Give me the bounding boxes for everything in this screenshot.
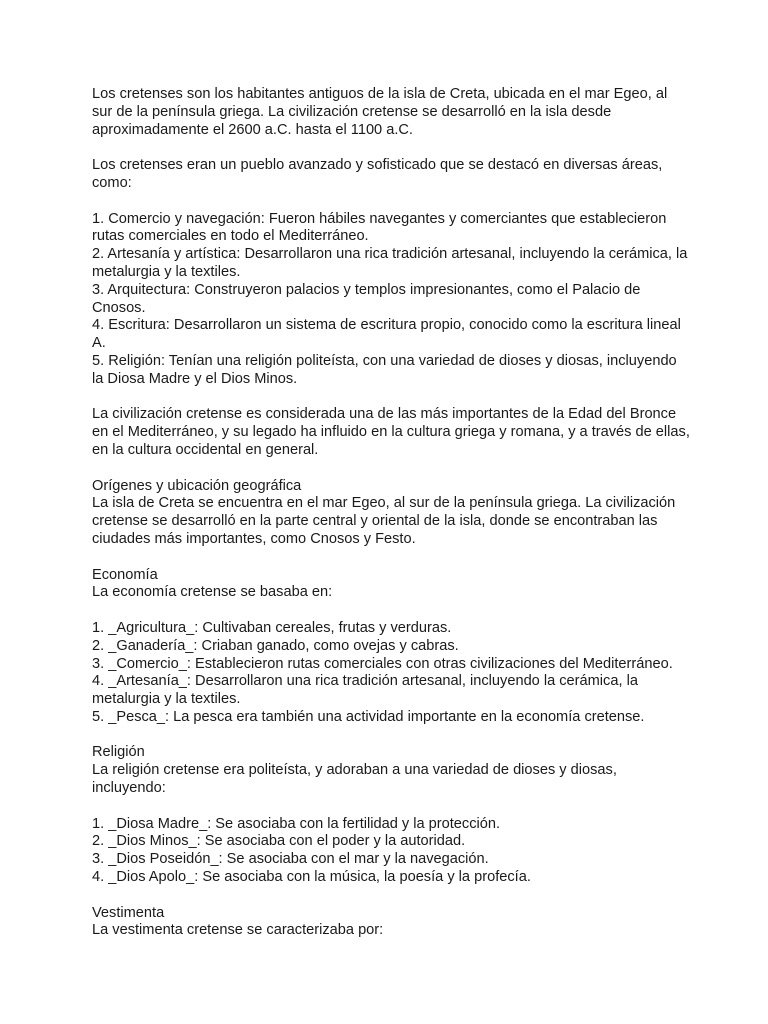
section-heading: Religión <box>92 744 145 761</box>
economy-section <box>92 567 692 727</box>
paragraph-line: en el Mediterráneo, y su legado ha influido en la cultura griega y romana, y a través de ellas, <box>92 424 690 441</box>
intro-paragraph <box>92 86 692 139</box>
paragraph-gap <box>92 549 692 567</box>
list-item-line: 5. Religión: Tenían una religión politeísta, con una variedad de dioses y diosas, incluyendo <box>92 352 677 369</box>
paragraph-line: incluyendo: <box>92 780 166 797</box>
paragraph-line: La isla de Creta se encuentra en el mar Egeo, al sur de la península griega. La civilización <box>92 495 676 512</box>
document-page <box>92 86 692 940</box>
paragraph-line: Los cretenses son los habitantes antiguos de la isla de Creta, ubicada en el mar Egeo, al <box>92 86 668 102</box>
paragraph-gap <box>92 602 692 620</box>
list-item-line: 1. _Diosa Madre_: Se asociaba con la fertilidad y la protección. <box>92 815 501 832</box>
list-item-line: 4. Escritura: Desarrollaron un sistema de escritura propio, conocido como la escritura lineal <box>92 317 681 334</box>
list-item-line: Cnosos. <box>92 299 146 316</box>
list-item-line: metalurgia y la textiles. <box>92 691 241 708</box>
paragraph-gap <box>92 139 692 157</box>
religion-section <box>92 744 692 886</box>
areas-list <box>92 211 692 389</box>
section-heading: Vestimenta <box>92 904 165 921</box>
list-item-line: 3. Arquitectura: Construyeron palacios y templos impresionantes, como el Palacio de <box>92 281 641 298</box>
list-item-line: 3. _Comercio_: Establecieron rutas comerciales con otras civilizaciones del Mediterráneo. <box>92 655 673 672</box>
list-item-line: 2. _Dios Minos_: Se asociaba con el poder y la autoridad. <box>92 833 466 850</box>
paragraph-line: La civilización cretense es considerada una de las más importantes de la Edad del Bronce <box>92 406 677 423</box>
list-item-line: 4. _Artesanía_: Desarrollaron una rica tradición artesanal, incluyendo la cerámica, la <box>92 673 638 690</box>
list-item-line: 5. _Pesca_: La pesca era también una actividad importante en la economía cretense. <box>92 708 645 725</box>
paragraph-line: Los cretenses eran un pueblo avanzado y sofisticado que se destacó en diversas áreas, <box>92 157 663 174</box>
paragraph-gap <box>92 389 692 407</box>
advanced-paragraph <box>92 157 692 193</box>
list-item-line: 2. _Ganadería_: Criaban ganado, como ovejas y cabras. <box>92 637 459 654</box>
list-item-line: 3. _Dios Poseidón_: Se asociaba con el mar y la navegación. <box>92 851 489 868</box>
importance-paragraph <box>92 406 692 459</box>
paragraph-gap <box>92 727 692 745</box>
paragraph-line: como: <box>92 174 132 191</box>
list-item-line: 4. _Dios Apolo_: Se asociaba con la música, la poesía y la profecía. <box>92 869 531 886</box>
paragraph-line: La economía cretense se basaba en: <box>92 584 333 601</box>
list-item-line: la Diosa Madre y el Dios Minos. <box>92 370 298 387</box>
list-item-line: 2. Artesanía y artística: Desarrollaron una rica tradición artesanal, incluyendo la cerámica, la <box>92 246 688 263</box>
paragraph-line: cretense se desarrolló en la parte central y oriental de la isla, donde se encontraban las <box>92 513 658 530</box>
clothing-section <box>92 905 692 941</box>
list-item-line: A. <box>92 335 106 352</box>
paragraph-gap <box>92 798 692 816</box>
paragraph-gap <box>92 887 692 905</box>
list-item-line: rutas comerciales en todo el Mediterráneo. <box>92 228 369 245</box>
section-heading: Economía <box>92 566 158 583</box>
paragraph-line: en la cultura occidental en general. <box>92 441 319 458</box>
paragraph-gap <box>92 193 692 211</box>
list-item-line: metalurgia y la textiles. <box>92 263 241 280</box>
section-heading: Orígenes y ubicación geográfica <box>92 477 302 494</box>
list-item-line: 1. Comercio y navegación: Fueron hábiles navegantes y comerciantes que establecieron <box>92 210 667 227</box>
paragraph-line: La vestimenta cretense se caracterizaba por: <box>92 922 384 939</box>
paragraph-line: aproximadamente el 2600 a.C. hasta el 1100 a.C. <box>92 121 413 138</box>
list-item-line: 1. _Agricultura_: Cultivaban cereales, frutas y verduras. <box>92 619 452 636</box>
paragraph-line: ciudades más importantes, como Cnosos y Festo. <box>92 530 416 547</box>
paragraph-line: sur de la península griega. La civilización cretense se desarrolló en la isla desde <box>92 103 612 120</box>
paragraph-line: La religión cretense era politeísta, y adoraban a una variedad de dioses y diosas, <box>92 762 617 779</box>
paragraph-gap <box>92 460 692 478</box>
origins-section <box>92 478 692 549</box>
